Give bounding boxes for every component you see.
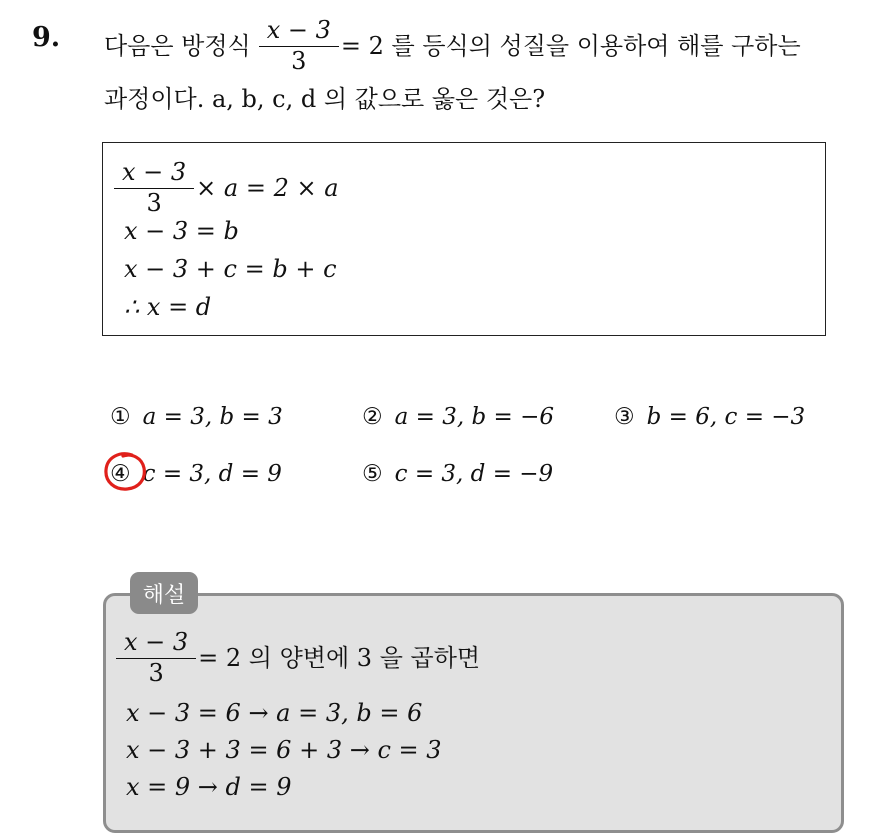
solution-line-1	[120, 627, 480, 689]
solution-fraction-numerator: x − 3	[124, 628, 189, 657]
choice-3-mark: ③	[614, 404, 635, 430]
choice-4-text: c = 3, d = 9	[142, 461, 282, 487]
choice-3[interactable]	[614, 404, 805, 430]
question-suffix: = 2 를 등식의 성질을 이용하여 해를 구하는	[340, 32, 801, 60]
choice-5[interactable]	[362, 461, 553, 487]
question-prefix: 다음은 방정식	[104, 32, 251, 60]
solution-line-4: x = 9 → d = 9	[126, 773, 292, 801]
choice-5-mark: ⑤	[362, 461, 383, 487]
choice-2[interactable]	[362, 404, 554, 430]
choice-1-text: a = 3, b = 3	[142, 404, 283, 430]
problem-line-2: x − 3 = b	[124, 217, 239, 245]
choice-3-text: b = 6, c = −3	[646, 404, 806, 430]
answer-circle-icon	[102, 449, 149, 493]
question-number: 9.	[32, 22, 61, 53]
solution-line-1-rest: = 2 의 양변에 3 을 곱하면	[198, 644, 481, 672]
choice-4-mark: ④	[110, 461, 131, 487]
question-fraction-denominator: 3	[259, 46, 339, 74]
problem-line-1	[118, 160, 339, 216]
problem-fraction	[118, 160, 190, 215]
solution-fraction-denominator: 3	[116, 658, 196, 686]
solution-fraction	[120, 630, 192, 685]
choice-5-text: c = 3, d = −9	[394, 461, 554, 487]
question-line-1	[104, 18, 801, 74]
problem-line-3: x − 3 + c = b + c	[124, 255, 337, 283]
solution-tag: 해설	[130, 572, 198, 614]
problem-line-1-rest: × a = 2 × a	[196, 174, 339, 202]
problem-fraction-denominator: 3	[114, 188, 194, 216]
choice-2-mark: ②	[362, 404, 383, 430]
choice-2-text: a = 3, b = −6	[394, 404, 555, 430]
solution-line-3: x − 3 + 3 = 6 + 3 → c = 3	[126, 736, 442, 764]
question-fraction-numerator: x − 3	[266, 16, 331, 45]
problem-fraction-numerator: x − 3	[122, 158, 187, 187]
choice-1-mark: ①	[110, 404, 131, 430]
question-line-2: 과정이다. a, b, c, d 의 값으로 옳은 것은?	[104, 85, 546, 113]
choice-1[interactable]	[110, 404, 283, 430]
problem-line-4: ∴ x = d	[124, 293, 212, 321]
solution-line-2: x − 3 = 6 → a = 3, b = 6	[126, 699, 423, 727]
question-fraction	[263, 18, 335, 73]
